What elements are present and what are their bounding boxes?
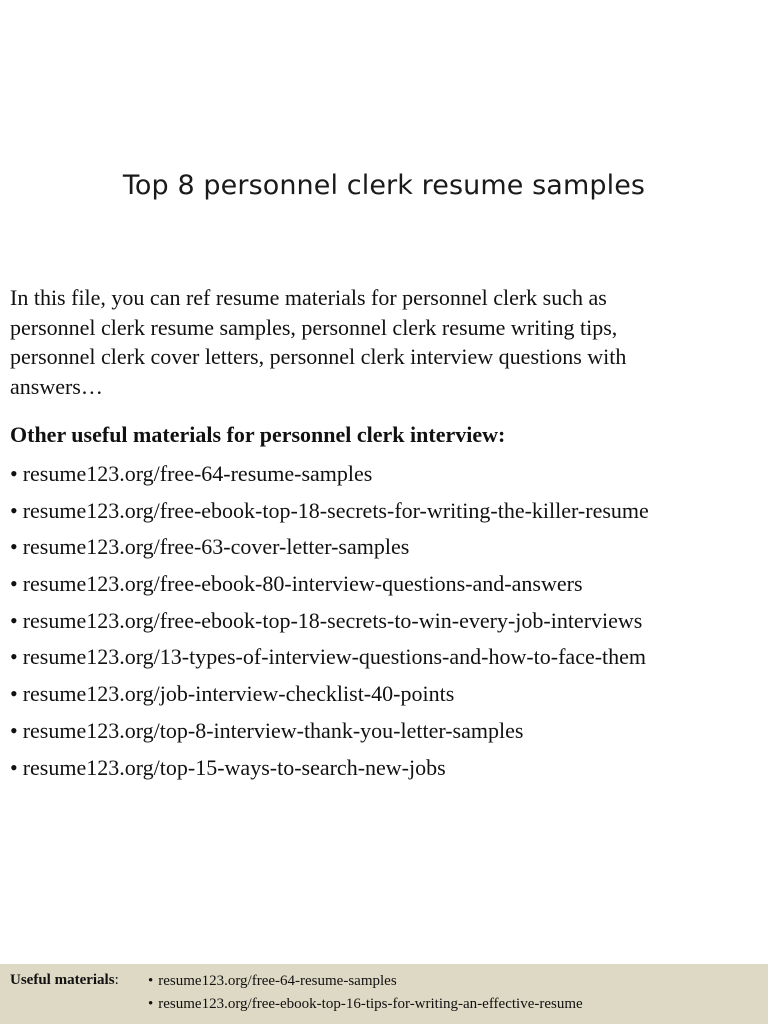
list-item (10, 496, 766, 533)
footer-list-item (148, 972, 583, 995)
material-link[interactable]: resume123.org/free-63-cover-letter-samples (22, 534, 410, 560)
list-item (10, 532, 766, 569)
material-link[interactable]: resume123.org/free-ebook-80-interview-questions-and-answers (22, 571, 583, 597)
bullet: • (148, 996, 154, 1012)
intro-line: personnel clerk resume samples, personnel clerk resume writing tips, (10, 314, 618, 340)
bullet: • (10, 534, 18, 560)
material-link[interactable]: resume123.org/free-ebook-top-18-secrets-to-win-every-job-interviews (22, 607, 643, 633)
materials-list (10, 459, 766, 789)
intro-line: personnel clerk cover letters, personnel clerk interview questions with (10, 344, 627, 369)
list-item (10, 569, 766, 606)
footer-list-item (148, 995, 583, 1018)
intro-paragraph (10, 283, 762, 401)
bullet: • (10, 644, 18, 670)
list-item (10, 642, 766, 679)
footer-list (148, 972, 583, 1018)
footer-label-colon: : (114, 972, 119, 988)
list-item (10, 459, 766, 496)
footer-link[interactable]: resume123.org/free-ebook-top-16-tips-for-writing-an-effective-resume (158, 996, 583, 1012)
materials-heading: Other useful materials for personnel clerk interview: (10, 422, 506, 447)
list-item (10, 679, 766, 716)
bullet: • (10, 607, 18, 633)
material-link[interactable]: resume123.org/top-8-interview-thank-you-letter-samples (22, 717, 524, 743)
bullet: • (148, 973, 154, 989)
material-link[interactable]: resume123.org/13-types-of-interview-questions-and-how-to-face-them (22, 644, 647, 670)
bullet: • (10, 571, 18, 597)
material-link[interactable]: resume123.org/free-64-resume-samples (22, 461, 373, 486)
page-title: Top 8 personnel clerk resume samples (122, 170, 646, 201)
intro-line: answers… (10, 373, 103, 399)
bullet: • (10, 461, 18, 486)
footer-bar (0, 964, 768, 1024)
material-link[interactable]: resume123.org/free-ebook-top-18-secrets-for-writing-the-killer-resume (22, 497, 649, 523)
list-item (10, 753, 766, 790)
list-item (10, 716, 766, 753)
bullet: • (10, 754, 18, 780)
bullet: • (10, 681, 18, 707)
footer-label-text: Useful materials (10, 972, 115, 988)
list-item (10, 606, 766, 643)
intro-line: In this file, you can ref resume materials for personnel clerk such as (10, 285, 607, 310)
material-link[interactable]: resume123.org/top-15-ways-to-search-new-jobs (22, 754, 446, 780)
footer-link[interactable]: resume123.org/free-64-resume-samples (158, 973, 397, 989)
material-link[interactable]: resume123.org/job-interview-checklist-40-points (22, 681, 455, 707)
footer-label (10, 972, 119, 989)
bullet: • (10, 497, 18, 523)
bullet: • (10, 717, 18, 743)
